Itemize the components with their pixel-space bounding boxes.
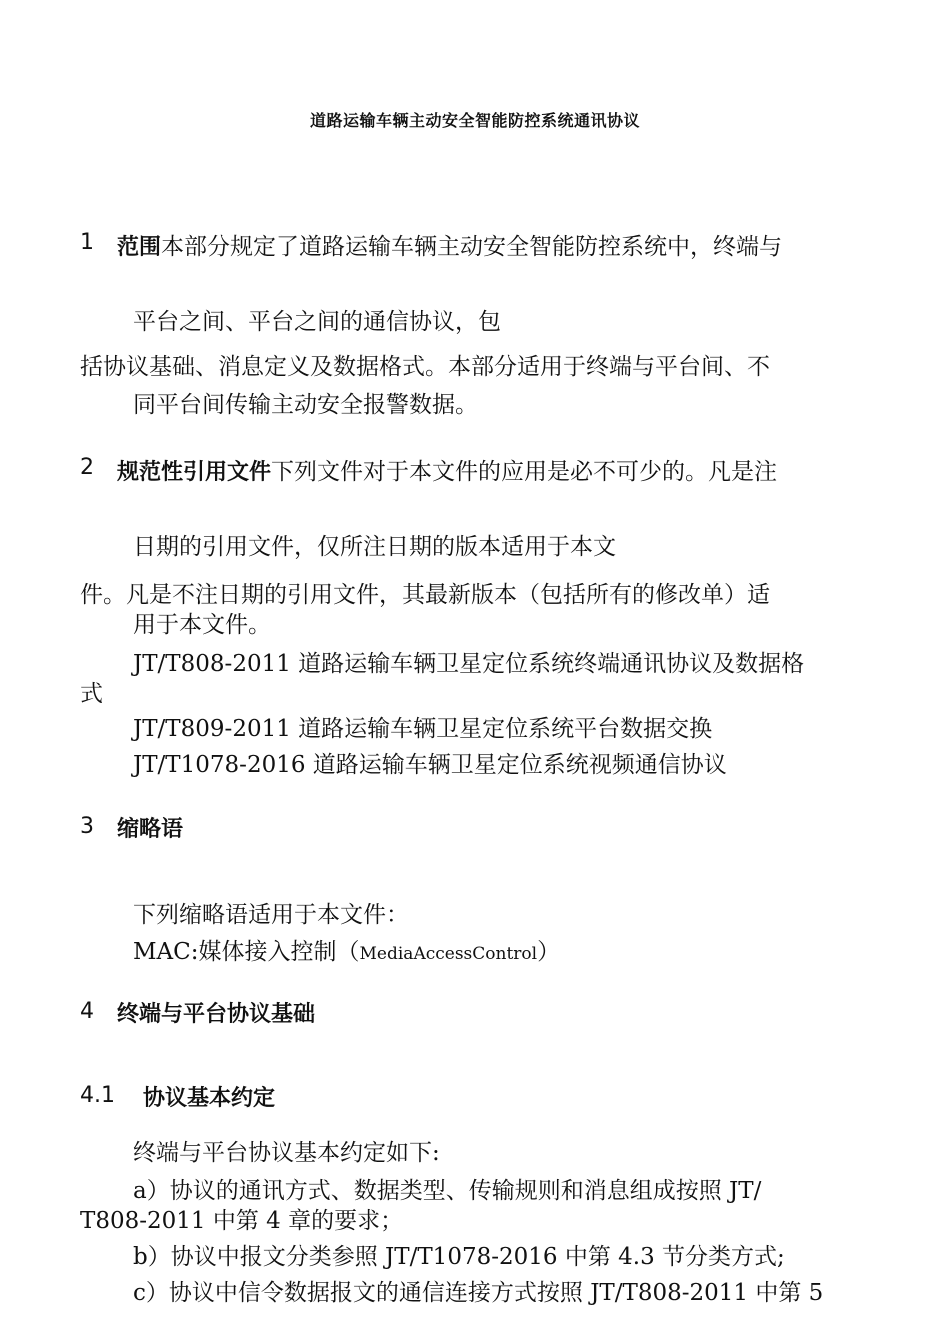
section-2-heading: 规范性引用文件 xyxy=(117,460,272,485)
section-1-first-line xyxy=(117,228,782,261)
item-a-line-1: a）协议的通讯方式、数据类型、传输规则和消息组成按照 JT/ xyxy=(133,1178,762,1204)
item-a-line-2: T808-2011 中第 4 章的要求； xyxy=(80,1208,404,1234)
mac-abbreviation xyxy=(133,933,560,966)
section-4-1-number: 4.1 xyxy=(80,1083,115,1108)
section-4-1-intro: 终端与平台协议基本约定如下: xyxy=(133,1140,440,1166)
reference-1-continued: 式 xyxy=(80,681,103,707)
section-3-line-1: 下列缩略语适用于本文件： xyxy=(133,902,409,928)
section-3-number: 3 xyxy=(80,814,94,839)
section-1-line-3: 括协议基础、消息定义及数据格式。本部分适用于终端与平台间、不 xyxy=(80,354,770,380)
section-4-number: 4 xyxy=(80,999,94,1024)
section-1-number: 1 xyxy=(80,230,94,255)
item-c: c）协议中信令数据报文的通信连接方式按照 JT/T808-2011 中第 5 xyxy=(133,1280,824,1306)
reference-1: JT/T808-2011 道路运输车辆卫星定位系统终端通讯协议及数据格 xyxy=(133,651,805,677)
section-2-line-2: 日期的引用文件，仅所注日期的版本适用于本文 xyxy=(133,534,616,560)
section-3-heading: 缩略语 xyxy=(117,817,184,842)
section-2-line-4: 用于本文件。 xyxy=(133,612,271,638)
document-title: 道路运输车辆主动安全智能防控系统通讯协议 xyxy=(309,111,640,130)
section-4-1-heading: 协议基本约定 xyxy=(143,1086,276,1111)
section-2-number: 2 xyxy=(80,455,94,480)
mac-close-paren: ） xyxy=(537,939,561,965)
section-1-line-4: 同平台间传输主动安全报警数据。 xyxy=(133,392,478,418)
mac-main-text: MAC:媒体接入控制（ xyxy=(133,939,360,965)
section-2-first-line xyxy=(117,453,777,486)
section-2-text: 下列文件对于本文件的应用是必不可少的。凡是注 xyxy=(271,459,778,485)
item-b: b）协议中报文分类参照 JT/T1078-2016 中第 4.3 节分类方式; xyxy=(133,1244,785,1270)
reference-3: JT/T1078-2016 道路运输车辆卫星定位系统视频通信协议 xyxy=(133,752,727,778)
section-2-line-3: 件。凡是不注日期的引用文件，其最新版本（包括所有的修改单）适 xyxy=(80,582,770,608)
section-1-text: 本部分规定了道路运输车辆主动安全智能防控系统中，终端与 xyxy=(161,234,783,260)
section-4-heading: 终端与平台协议基础 xyxy=(117,1002,316,1027)
mac-english-term: MediaAccessControl xyxy=(359,944,538,964)
section-1-line-2: 平台之间、平台之间的通信协议，包 xyxy=(133,309,501,335)
section-1-heading: 范围 xyxy=(117,235,162,260)
reference-2: JT/T809-2011 道路运输车辆卫星定位系统平台数据交换 xyxy=(133,716,713,742)
